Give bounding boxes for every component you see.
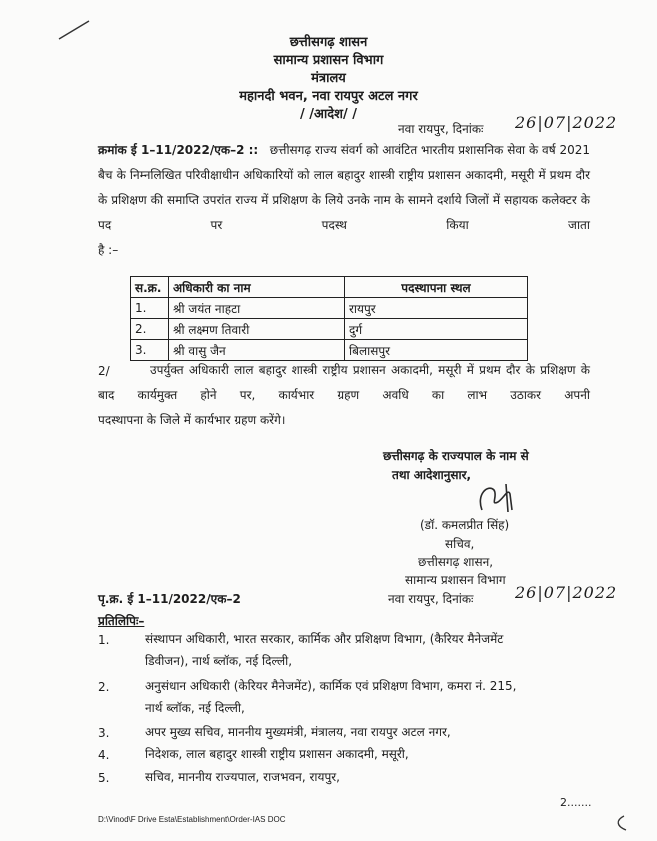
header-ministry: मंत्रालय bbox=[311, 71, 346, 86]
order-number: क्रमांक ई 1–11/2022/एक–2 :: bbox=[98, 143, 259, 157]
copy-item-line: अपर मुख्य सचिव, माननीय मुख्यमंत्री, मंत्रालय, नवा रायपुर अटल नगर, bbox=[145, 725, 451, 739]
header-department: सामान्य प्रशासन विभाग bbox=[273, 53, 384, 68]
order-title: / /आदेश/ / bbox=[299, 107, 358, 122]
place-date-label: नवा रायपुर, दिनांकः bbox=[398, 122, 484, 136]
table-cell-place: बिलासपुर bbox=[345, 340, 528, 361]
copy-item-line: नार्थ ब्लॉक, नई दिल्ली, bbox=[145, 701, 245, 715]
signature-scribble bbox=[468, 480, 528, 516]
copy-item-number: 5. bbox=[98, 771, 110, 785]
signatory-org2: सामान्य प्रशासन विभाग bbox=[405, 573, 506, 587]
signature-authority-line2: तथा आदेशानुसार, bbox=[392, 468, 472, 482]
copy-item-number: 1. bbox=[98, 633, 110, 647]
file-path-footer: D:\Vinod\F Drive Esta\Establishment\Order-IAS DOC bbox=[98, 815, 286, 824]
signatory-org1: छत्तीसगढ़ शासन, bbox=[418, 555, 494, 569]
copy-item-number: 4. bbox=[98, 748, 110, 762]
copy-to-title: प्रतिलिपिः– bbox=[98, 614, 145, 628]
table-cell-place: दुर्ग bbox=[345, 319, 528, 340]
table-cell-serial: 2. bbox=[131, 319, 169, 340]
list-item bbox=[145, 743, 615, 765]
handwritten-date: 26|07|2022 bbox=[515, 113, 618, 132]
list-item bbox=[145, 675, 615, 719]
table-header-name: अधिकारी का नाम bbox=[169, 277, 345, 298]
copy-item-number: 3. bbox=[98, 726, 110, 740]
signatory-designation: सचिव, bbox=[445, 537, 475, 551]
posting-table bbox=[130, 276, 528, 361]
order-paragraph-1 bbox=[98, 138, 590, 263]
page-continuation: 2....... bbox=[560, 796, 592, 809]
endorsement-handwritten-date: 26|07|2022 bbox=[515, 583, 618, 602]
table-header-serial: स.क्र. bbox=[131, 277, 169, 298]
header-govt: छत्तीसगढ़ शासन bbox=[289, 35, 368, 50]
copy-item-number: 2. bbox=[98, 680, 110, 694]
list-item bbox=[145, 628, 615, 672]
paragraph-2-number: 2/ bbox=[98, 364, 110, 378]
table-cell-serial: 3. bbox=[131, 340, 169, 361]
order-paragraph-2 bbox=[98, 358, 590, 433]
endorsement-place-label: नवा रायपुर, दिनांकः bbox=[388, 592, 474, 606]
table-cell-name: श्री लक्ष्मण तिवारी bbox=[169, 319, 345, 340]
copy-item-line: सचिव, माननीय राज्यपाल, राजभवन, रायपुर, bbox=[145, 770, 340, 784]
corner-pen-mark bbox=[610, 812, 632, 834]
table-row bbox=[131, 319, 528, 340]
header-address: महानदी भवन, नवा रायपुर अटल नगर bbox=[239, 89, 418, 104]
table-header-row bbox=[131, 277, 528, 298]
table-cell-place: रायपुर bbox=[345, 298, 528, 319]
copy-item-line: संस्थापन अधिकारी, भारत सरकार, कार्मिक और प्रशिक्षण विभाग, (कैरियर मैनेजमेंट bbox=[145, 632, 504, 646]
endorsement-number: पृ.क्र. ई 1–11/2022/एक–2 bbox=[98, 592, 241, 606]
order-paragraph-1-tail: है :– bbox=[98, 243, 119, 257]
list-item bbox=[145, 766, 615, 788]
table-cell-serial: 1. bbox=[131, 298, 169, 319]
order-paragraph-2-text: उपर्युक्त अधिकारी लाल बहादुर शास्त्री राष्ट्रीय प्रशासन अकादमी, मसूरी में प्रथम दौर के प्रशिक्षण के बाद कार्यमुक्त होने पर, कार्यभार ग्रहण अवधि का लाभ उठाकर अपनी bbox=[98, 363, 590, 402]
table-cell-name: श्री जयंत नाहटा bbox=[169, 298, 345, 319]
copy-item-line: निदेशक, लाल बहादुर शास्त्री राष्ट्रीय प्रशासन अकादमी, मसूरी, bbox=[145, 747, 409, 761]
table-header-place: पदस्थापना स्थल bbox=[345, 277, 528, 298]
order-paragraph-2-tail: पदस्थापना के जिले में कार्यभार ग्रहण करेंगे। bbox=[98, 413, 286, 427]
order-paragraph-1-text: छत्तीसगढ़ राज्य संवर्ग को आवंटित भारतीय प्रशासनिक सेवा के वर्ष 2021 बैच के निम्नलिखित परिवीक्षाधीन अधिकारियों को लाल बहादुर शास्त्री राष्ट्रीय प्रशासन अकादमी, मसूरी में प्रथम दौर के प्रशिक्षण की समाप्ति उपरांत राज्य में प्रशिक्षण के लिये उनके नाम के सामने दर्शाये जिलों में सहायक कलेक्टर के पद पर पदस्थ किया जाता bbox=[98, 143, 590, 232]
signatory-name: (डॉ. कमलप्रीत सिंह) bbox=[420, 518, 510, 532]
signature-authority-line1: छत्तीसगढ़ के राज्यपाल के नाम से bbox=[383, 449, 529, 463]
copy-item-line: अनुसंधान अधिकारी (केरियर मैनेजमेंट), कार्मिक एवं प्रशिक्षण विभाग, कमरा नं. 215, bbox=[145, 679, 517, 693]
table-row bbox=[131, 298, 528, 319]
copy-item-line: डिवीजन), नार्थ ब्लॉक, नई दिल्ली, bbox=[145, 654, 293, 668]
list-item bbox=[145, 721, 615, 743]
table-cell-name: श्री वासु जैन bbox=[169, 340, 345, 361]
